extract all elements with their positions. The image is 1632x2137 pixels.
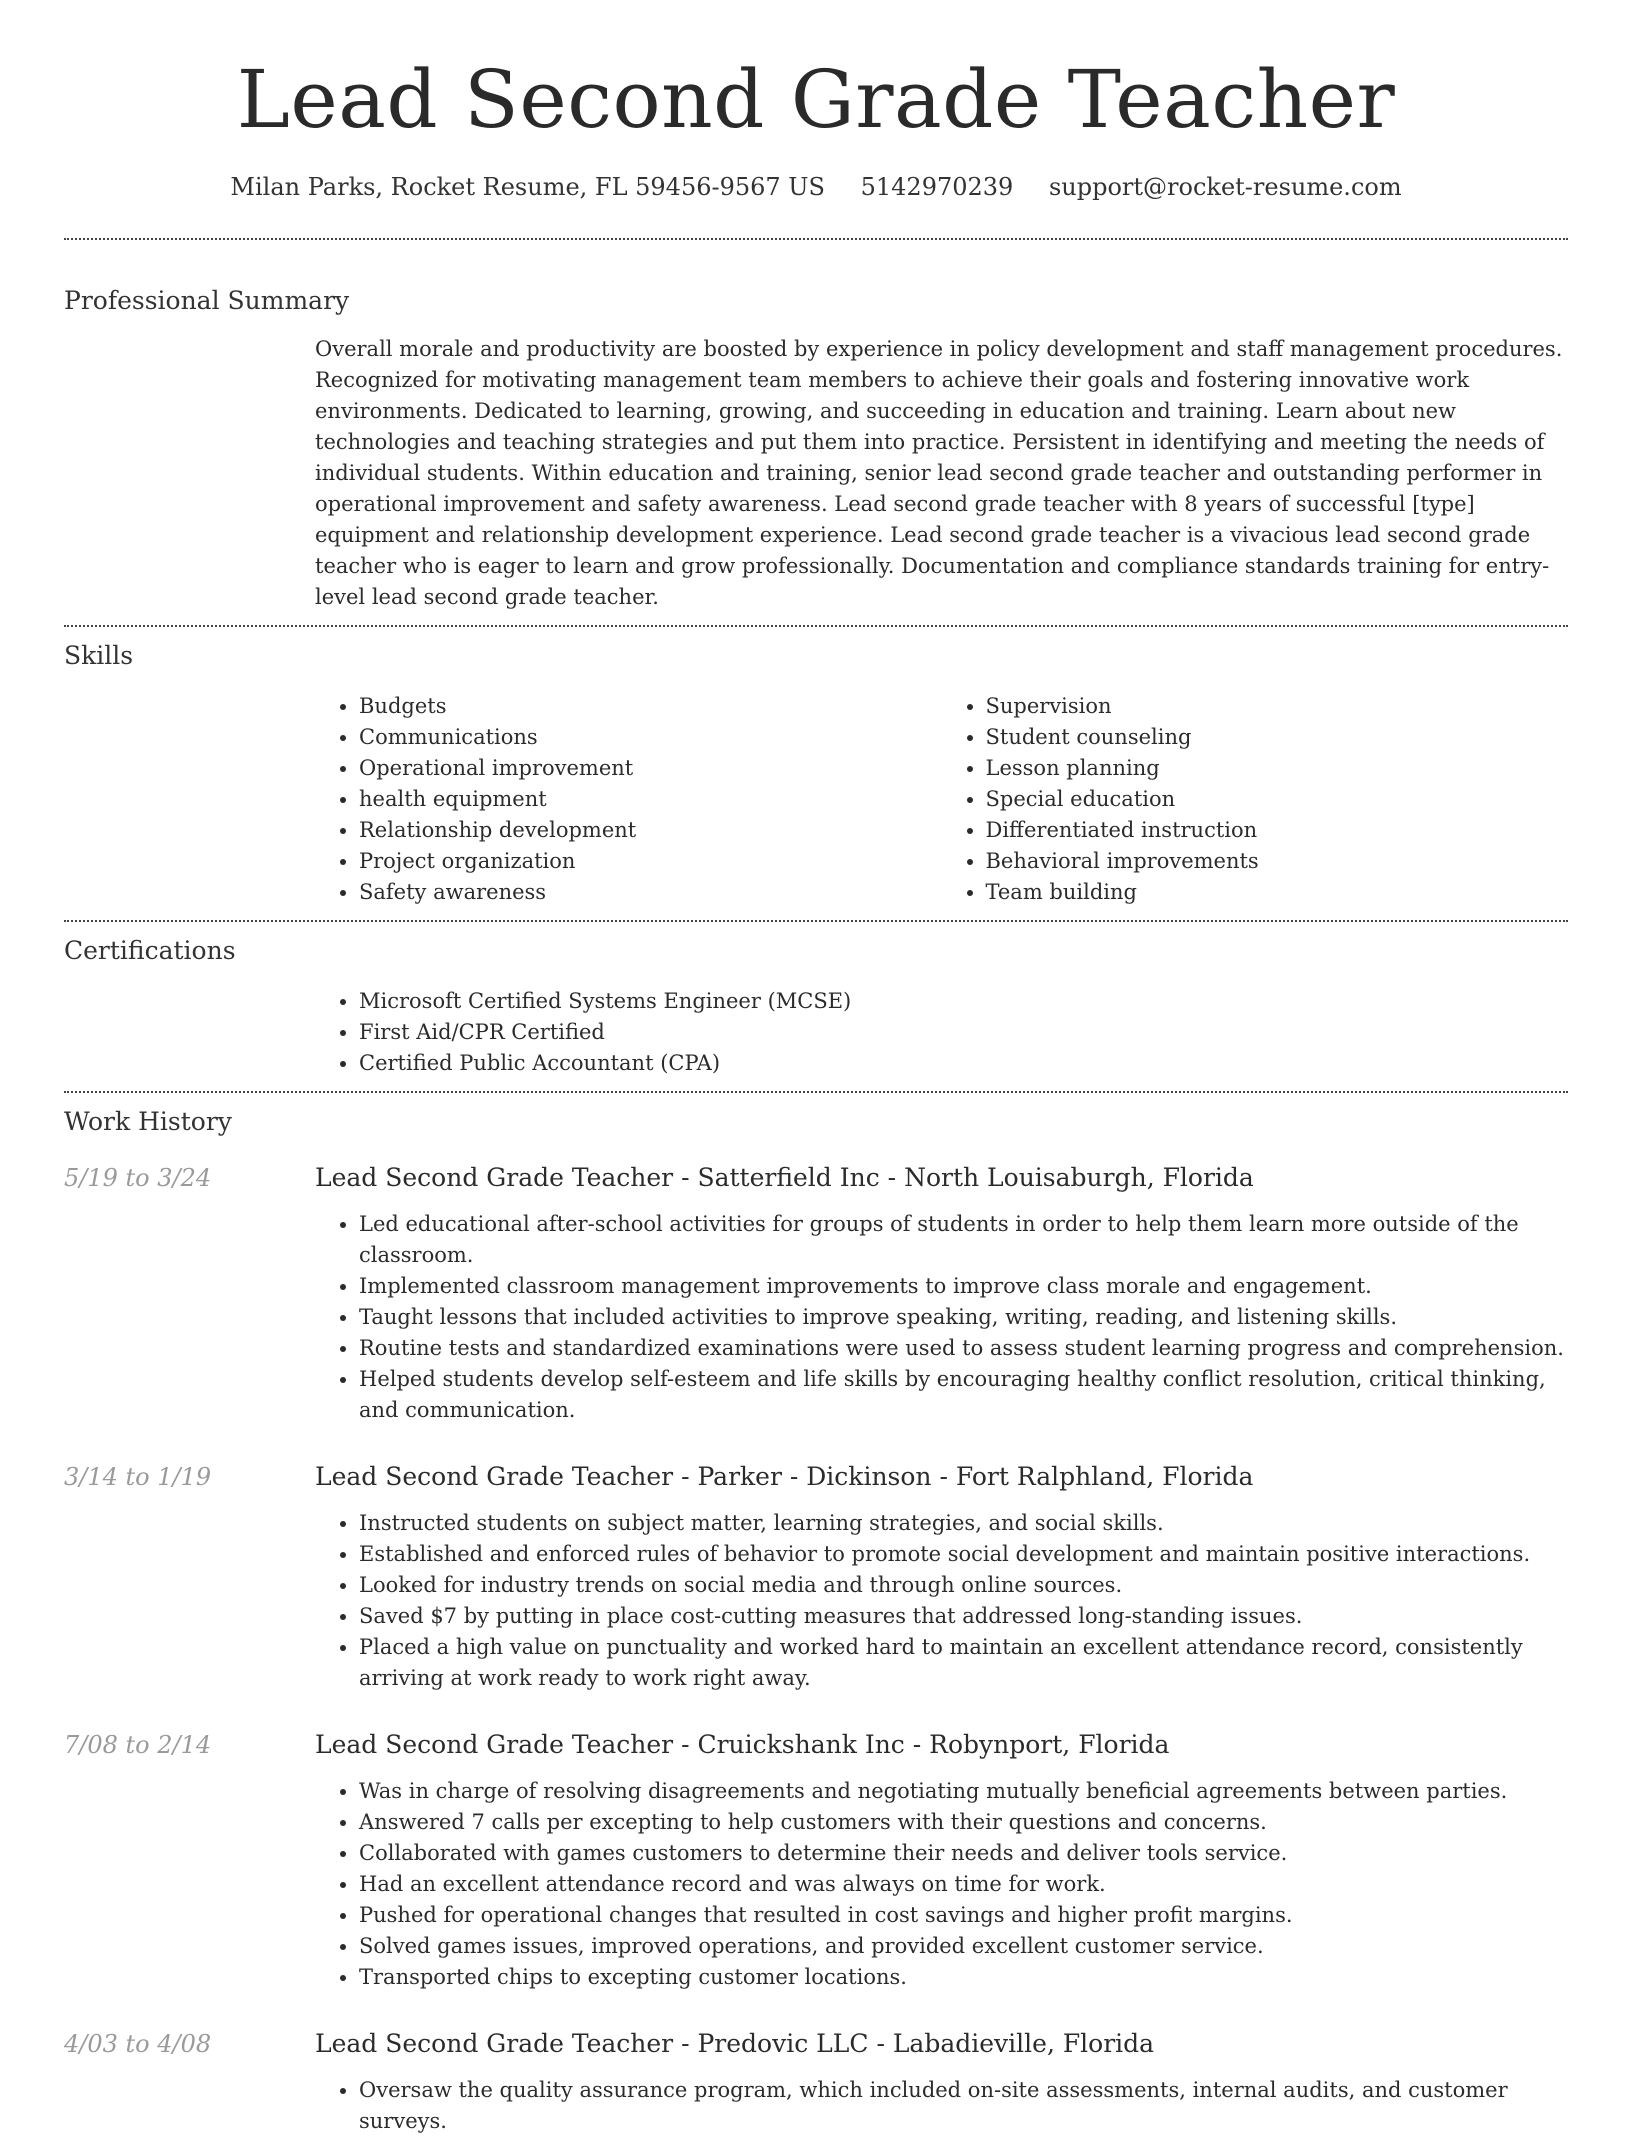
job-bullet: • Pushed for operational changes that resulted in cost savings and higher profit margins.: [359, 1900, 1568, 1931]
section-heading-certifications: Certifications: [64, 936, 236, 965]
job-bullet: • Solved games issues, improved operations, and provided excellent customer service.: [359, 1931, 1568, 1962]
skills-list-right: [942, 691, 1569, 908]
skill-item: • Operational improvement: [359, 753, 942, 784]
skill-item: • Differentiated instruction: [986, 815, 1569, 846]
skill-item: • Budgets: [359, 691, 942, 722]
skill-item: • Student counseling: [986, 722, 1569, 753]
summary-text: Overall morale and productivity are boosted by experience in policy development and staff management procedures. Recognized for motivating management team members to achieve their goals and fostering innovative work environments. Dedicated to learning, growing, and succeeding in education and training. Learn about new technologies and teaching strategies and put them into practice. Persistent in identifying and meeting the needs of individual students. Within education and training, senior lead second grade teacher and outstanding performer in operational improvement and safety awareness. Lead second grade teacher with 8 years of successful [type] equipment and relationship development experience. Lead second grade teacher is a vivacious lead second grade teacher who is eager to learn and grow professionally. Documentation and compliance standards training for entry-level lead second grade teacher.: [315, 337, 1563, 609]
certifications-section: [64, 922, 1568, 1091]
contact-line: [64, 170, 1568, 204]
section-heading-work-history: Work History: [64, 1107, 232, 1136]
work-history-section: [64, 1093, 1568, 2137]
contact-address: Milan Parks, Rocket Resume, FL 59456-9567 US: [230, 173, 825, 201]
skill-item: • Supervision: [986, 691, 1569, 722]
job-title: Lead Second Grade Teacher - Parker - Dickinson - Fort Ralphland, Florida: [315, 1462, 1254, 1491]
job-bullet: • Taught lessons that included activities to improve speaking, writing, reading, and listening skills.: [359, 1302, 1568, 1333]
job-dates: 4/03 to 4/08: [64, 2030, 212, 2058]
job-title: Lead Second Grade Teacher - Predovic LLC - Labadieville, Florida: [315, 2029, 1155, 2058]
skill-item: • Lesson planning: [986, 753, 1569, 784]
job-bullet: • Led educational after-school activities for groups of students in order to help them learn more outside of the classroom.: [359, 1209, 1568, 1271]
job-bullet: • Looked for industry trends on social media and through online sources.: [359, 1570, 1568, 1601]
certification-item: • Certified Public Accountant (CPA): [359, 1048, 1568, 1079]
skills-columns: [315, 691, 1568, 920]
job-bullet: • Helped students develop self-esteem and life skills by encouraging healthy conflict resolution, critical thinking, and communication.: [359, 1364, 1568, 1426]
certification-item: • Microsoft Certified Systems Engineer (MCSE): [359, 986, 1568, 1017]
job-bullet: • Placed a high value on punctuality and worked hard to maintain an excellent attendance record, consistently arriving at work ready to work right away.: [359, 1632, 1568, 1694]
skill-item: • Communications: [359, 722, 942, 753]
job-bullet: • Had an excellent attendance record and was always on time for work.: [359, 1869, 1568, 1900]
job-title: Lead Second Grade Teacher - Satterfield Inc - North Louisaburgh, Florida: [315, 1163, 1254, 1192]
certifications-list: [315, 986, 1568, 1091]
job-dates: 5/19 to 3/24: [64, 1164, 212, 1192]
job-bullet: • Oversaw the quality assurance program, which included on-site assessments, internal audits, and customer surveys.: [359, 2075, 1568, 2137]
resume-page: [64, 0, 1568, 2137]
job-bullet: • Saved $7 by putting in place cost-cutting measures that addressed long-standing issues.: [359, 1601, 1568, 1632]
job-bullets: [315, 1209, 1568, 1426]
job-entry: [64, 1460, 1568, 1694]
job-bullets: [315, 2075, 1568, 2137]
job-bullet: • Collaborated with games customers to determine their needs and deliver tools service.: [359, 1838, 1568, 1869]
job-bullet: • Routine tests and standardized examinations were used to assess student learning progress and comprehension.: [359, 1333, 1568, 1364]
contact-phone: 5142970239: [860, 173, 1014, 201]
skill-item: • Team building: [986, 877, 1569, 908]
job-bullets: [315, 1776, 1568, 1993]
certification-item: • First Aid/CPR Certified: [359, 1017, 1568, 1048]
divider: [64, 238, 1568, 240]
job-entry: [64, 2027, 1568, 2137]
skill-item: • Relationship development: [359, 815, 942, 846]
skill-item: • health equipment: [359, 784, 942, 815]
job-bullet: • Implemented classroom management improvements to improve class morale and engagement.: [359, 1271, 1568, 1302]
job-bullet: • Established and enforced rules of behavior to promote social development and maintain positive interactions.: [359, 1539, 1568, 1570]
section-heading-skills: Skills: [64, 641, 134, 670]
skill-item: • Special education: [986, 784, 1569, 815]
job-title: Lead Second Grade Teacher - Cruickshank Inc - Robynport, Florida: [315, 1730, 1170, 1759]
job-dates: 3/14 to 1/19: [64, 1463, 212, 1491]
job-bullets: [315, 1508, 1568, 1694]
skills-section: [64, 627, 1568, 920]
job-bullet: • Instructed students on subject matter, learning strategies, and social skills.: [359, 1508, 1568, 1539]
skill-item: • Behavioral improvements: [986, 846, 1569, 877]
job-bullet: • Was in charge of resolving disagreements and negotiating mutually beneficial agreements between parties.: [359, 1776, 1568, 1807]
job-bullet: • Transported chips to excepting customer locations.: [359, 1962, 1568, 1993]
summary-section: [64, 284, 1568, 625]
resume-title: Lead Second Grade Teacher: [236, 53, 1396, 146]
section-heading-summary: Professional Summary: [64, 286, 350, 315]
job-dates: 7/08 to 2/14: [64, 1731, 212, 1759]
skill-item: • Safety awareness: [359, 877, 942, 908]
job-entry: [64, 1161, 1568, 1426]
job-entry: [64, 1728, 1568, 1993]
job-bullet: • Answered 7 calls per excepting to help customers with their questions and concerns.: [359, 1807, 1568, 1838]
skill-item: • Project organization: [359, 846, 942, 877]
skills-list-left: [315, 691, 942, 908]
contact-email: support@rocket-resume.com: [1048, 173, 1402, 201]
